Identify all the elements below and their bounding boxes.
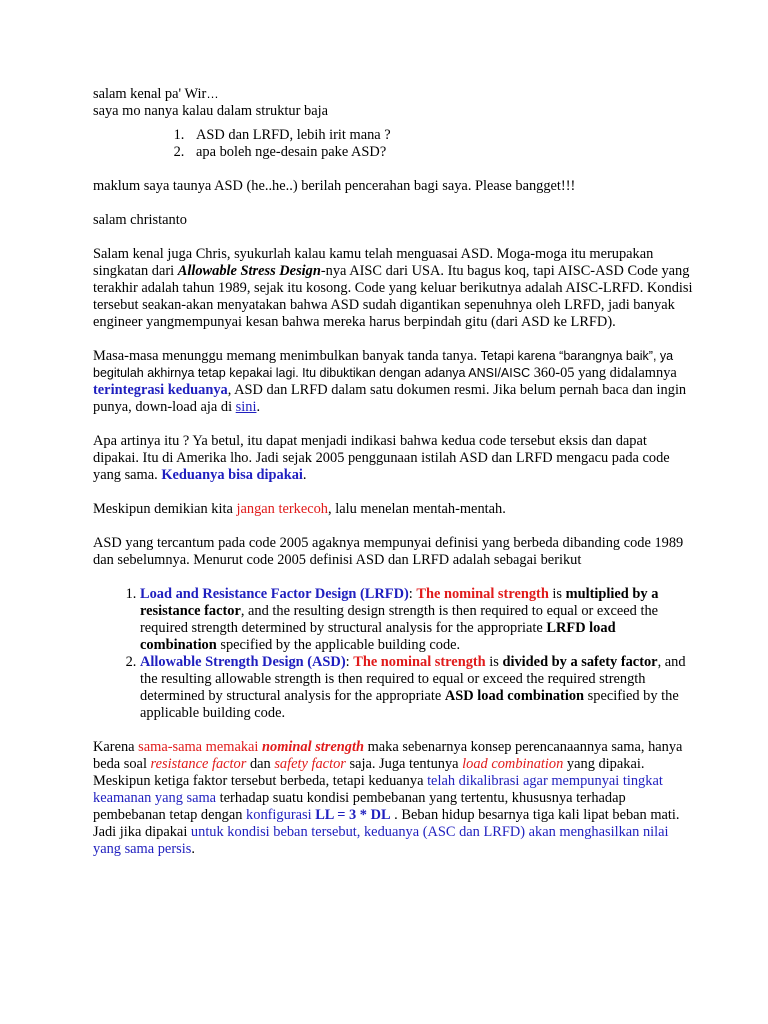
paragraph-meskipun: Meskipun demikian kita jangan terkecoh, lalu menelan mentah-mentah.	[93, 501, 506, 517]
highlight-terintegrasi: terintegrasi keduanya	[93, 382, 228, 398]
paragraph-asd-2005: ASD yang tercantum pada code 2005 agaknya mempunyai definisi yang berbeda dibanding code 1989 dan sebelumnya. Menurut code 2005 definisi ASD dan LRFD adalah sebagai berikut	[93, 535, 684, 568]
asd-term: Allowable Stress Design	[177, 263, 321, 279]
definition-item-asd: 2. Allowable Strength Design (ASD): The nominal strength is divided by a safety factor, and the resulting allowable strength is then required to equal or exceed the required strength determined by structural analysis for the appropriate ASD load combination specified by the applicable building code.	[140, 654, 693, 722]
paragraph-karena: Karena sama-sama memakai nominal strength maka sebenarnya konsep perencanaannya sama, hanya beda soal resistance factor dan safety factor saja. Juga tentunya load combination yang dipakai. Meskipun ketiga faktor tersebut berbeda, tetapi keduanya telah dikalibrasi agar mempunyai tingkat keamanan yang sama terhadap suatu kondisi pembebanan yang tertentu, khususnya terhadap pembebanan tetap dengan konfigurasi LL = 3 * DL . Beban hidup besarnya tiga kali lipat beban mati. Jadi jika dipakai untuk kondisi beban tersebut, keduanya (ASC dan LRFD) akan menghasilkan nilai yang sama persis.	[93, 739, 683, 857]
paragraph-reply-intro: Salam kenal juga Chris, syukurlah kalau kamu telah menguasai ASD. Moga-moga itu merupakan singkatan dari Allowable Stress Design-nya AISC dari USA. Itu bagus koq, tapi AISC-ASD Code yang terakhir adalah tahun 1989, sejak itu kosong. Code yang keluar berikutnya adalah AISC-LRFD. Kondisi tersebut seakan-akan menyatakan bahwa ASD sudah digantikan sepenuhnya oleh LRFD, jadi banyak engineer yangmempunyai kesan bahwa mereka harus berpindah gitu (dari ASD ke LRFD).	[93, 246, 693, 330]
paragraph-maklum: maklum saya taunya ASD (he..he..) berilah pencerahan bagi saya. Please bangget!!!	[93, 178, 576, 194]
paragraph-salam: salam christanto	[93, 212, 187, 228]
highlight-keduanya: Keduanya bisa dipakai	[161, 467, 303, 483]
highlight-terkecoh: jangan terkecoh	[236, 501, 328, 517]
definition-item-lrfd: 1. Load and Resistance Factor Design (LRFD): The nominal strength is multiplied by a resistance factor, and the resulting design strength is then required to equal or exceed the required strength determined by structural analysis for the appropriate LRFD load combination specified by the applicable building code.	[140, 586, 693, 654]
paragraph-artinya: Apa artinya itu ? Ya betul, itu dapat menjadi indikasi bahwa kedua code tersebut eksis dan dapat dipakai. Itu di Amerika lho. Jadi sejak 2005 penggunaan istilah ASD dan LRFD mengacu pada code yang sama. Keduanya bisa dipakai.	[93, 433, 670, 483]
greeting-line-1: salam kenal pa' Wir…	[93, 86, 219, 102]
question-list	[93, 127, 693, 161]
paragraph-masa-masa: Masa-masa menunggu memang menimbulkan banyak tanda tanya. Tetapi karena “barangnya baik”, ya begitulah akhirnya tetap kepakai lagi. Itu dibuktikan dengan adanya ANSI/AISC 360-05 yang didalamnya terintegrasi keduanya, ASD dan LRFD dalam satu dokumen resmi. Jika belum pernah baca dan ingin punya, down-load aja di sini.	[93, 348, 687, 415]
document-body	[93, 86, 693, 875]
download-link[interactable]: sini	[235, 399, 257, 415]
definition-list	[93, 586, 693, 722]
question-item: 2. apa boleh nge-desain pake ASD?	[188, 144, 693, 161]
question-item: 1. ASD dan LRFD, lebih irit mana ?	[188, 127, 693, 144]
greeting-line-2: saya mo nanya kalau dalam struktur baja	[93, 103, 328, 119]
